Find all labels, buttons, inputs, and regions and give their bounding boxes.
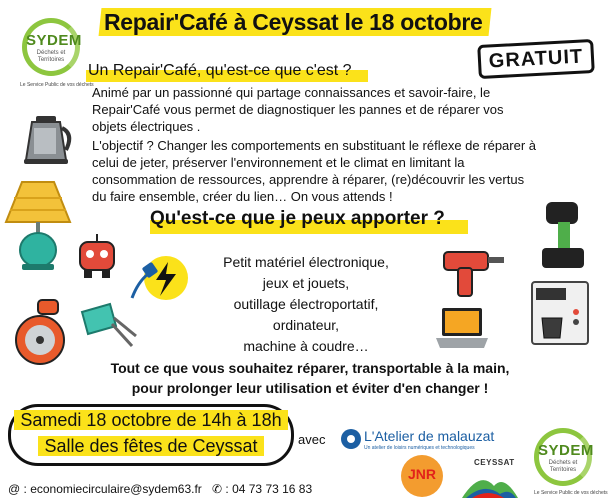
phone-number[interactable]: 04 73 73 16 83 — [232, 482, 313, 496]
sydem-logo-sub: Déchets et Territoires — [548, 460, 578, 473]
list-item: outillage électroportatif, — [233, 296, 379, 312]
circular-saw-icon — [8, 298, 74, 368]
closing-line-1: Tout ce que vous souhaitez réparer, transportable à la main, — [110, 360, 510, 376]
drill-icon — [440, 244, 506, 302]
intro-p2-line: celui de jeter, préserver l'environnement et le climat en limitant la — [92, 155, 465, 170]
sydem-logo-word: SYDEM — [538, 442, 594, 459]
email-icon: @ : — [8, 482, 27, 496]
sydem-logo-sub: Déchets et Territoires — [36, 50, 66, 63]
email-address[interactable]: economiecirculaire@sydem63.fr — [30, 482, 202, 496]
intro-p2-line: L'objectif ? Changer les comportements en substituant le réflexe de réparer à — [92, 138, 537, 153]
blender-icon — [76, 296, 142, 352]
intro-p1-line: objets électriques . — [92, 119, 201, 134]
closing-line-2: pour prolonger leur utilisation et éviter d'en changer ! — [131, 380, 489, 396]
sydem-logo-word: SYDEM — [26, 32, 82, 49]
intro-paragraph-2 — [92, 137, 597, 205]
event-date-text: Samedi 18 octobre de 14h à 18h — [14, 410, 287, 430]
jnr-logo-text: JNR — [407, 466, 436, 482]
intro-p1-line: Repair'Café vous permet de diagnostiquer les pannes et de réparer vos — [92, 102, 504, 117]
list-item: Petit matériel électronique, — [223, 254, 389, 270]
intro-paragraph-1 — [92, 84, 592, 135]
ceyssat-logo-text: CEYSSAT — [474, 458, 515, 467]
bring-items-list — [196, 252, 416, 357]
with-label: avec — [298, 432, 326, 447]
sydem-logo-caption: Le Service Public de vos déchets — [20, 82, 94, 88]
event-date — [8, 410, 294, 431]
atelier-logo-icon — [340, 428, 362, 450]
intro-heading: Un Repair'Café, qu'est-ce que c'est ? — [88, 62, 352, 79]
page-title: Repair'Café à Ceyssat le 18 octobre — [104, 9, 483, 35]
toy-robot-icon — [74, 232, 120, 280]
phone-icon: ✆ : — [212, 482, 229, 496]
footer-phone — [212, 482, 312, 496]
kettle-icon — [20, 108, 76, 166]
list-item: machine à coudre… — [243, 338, 369, 354]
list-item: jeux et jouets, — [262, 275, 350, 291]
sydem-logo-caption: Le Service Public de vos déchets — [534, 490, 608, 496]
sander-icon — [536, 196, 592, 272]
lamp-icon — [4, 176, 74, 272]
event-place-text: Salle des fêtes de Ceyssat — [38, 436, 263, 456]
atelier-name: L'Atelier de malauzat — [364, 428, 495, 444]
sydem-logo-footer — [534, 428, 592, 486]
intro-p2-line: du faire ensemble, créer du lien… On vous attends ! — [92, 189, 393, 204]
coffee-machine-icon — [528, 278, 594, 348]
list-item: ordinateur, — [272, 317, 340, 333]
ceyssat-logo-icon — [460, 468, 520, 500]
sydem-logo — [22, 18, 80, 76]
free-badge: GRATUIT — [477, 39, 595, 79]
bring-heading: Qu'est-ce que je peux apporter ? — [150, 208, 445, 229]
atelier-sub: Un atelier de loisirs numériques et technologiques — [364, 445, 475, 451]
laptop-icon — [434, 304, 490, 352]
footer-email — [8, 482, 202, 496]
intro-p1-line: Animé par un passionné qui partage connaissances et savoir-faire, le — [92, 85, 491, 100]
intro-p2-line: consommation de ressources, apprendre à réparer, (re)découvrir les vertus — [92, 172, 525, 187]
event-place — [8, 436, 294, 457]
